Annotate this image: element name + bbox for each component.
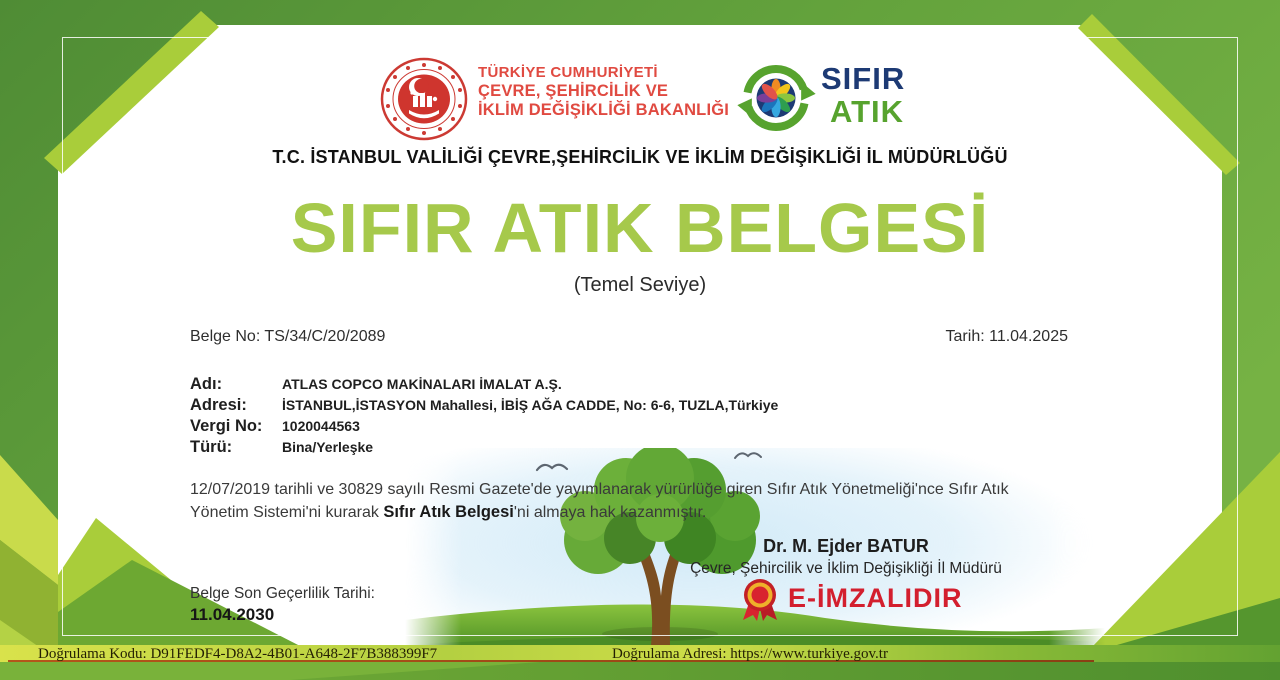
- certificate-title: SIFIR ATIK BELGESİ: [290, 189, 990, 267]
- field-value: 1020044563: [282, 418, 360, 434]
- field-value: ATLAS COPCO MAKİNALARI İMALAT A.Ş.: [282, 376, 562, 392]
- issue-date: Tarih: 11.04.2025: [945, 328, 1068, 345]
- field-label: Adı:: [190, 375, 223, 393]
- certificate-level-subtitle: (Temel Seviye): [573, 274, 707, 296]
- rosette-seal-icon: [736, 576, 784, 624]
- field-label: Türü:: [190, 438, 233, 456]
- field-label: Adresi:: [190, 396, 247, 414]
- sifir-word: SIFIR: [821, 61, 906, 96]
- grant-statement-bold: Sıfır Atık Belgesi: [383, 503, 514, 521]
- ministry-line3: İKLİM DEĞİŞİKLİĞİ BAKANLIĞI: [478, 101, 730, 119]
- atik-word: ATIK: [830, 94, 905, 129]
- field-row-tax-no: [190, 417, 950, 438]
- verification-address: Doğrulama Adresi: https://www.turkiye.gov.tr: [612, 646, 888, 662]
- document-number: Belge No: TS/34/C/20/2089: [190, 328, 386, 345]
- e-signature-label: E-İMZALIDIR: [788, 583, 963, 613]
- expiry-date-value: 11.04.2030: [190, 605, 275, 624]
- expiry-date-label: Belge Son Geçerlilik Tarihi:: [190, 585, 375, 602]
- field-value: İSTANBUL,İSTASYON Mahallesi, İBİŞ AĞA CADDE, No: 6-6, TUZLA,Türkiye: [282, 397, 779, 413]
- verification-code: Doğrulama Kodu: D91FEDF4-D8A2-4B01-A648-2F7B388399F7: [38, 646, 438, 662]
- issuing-authority-heading: T.C. İSTANBUL VALİLİĞİ ÇEVRE,ŞEHİRCİLİK VE İKLİM DEĞİŞİKLİĞİ İL MÜDÜRLÜĞÜ: [272, 147, 1008, 167]
- signature-block: [650, 536, 1042, 578]
- grant-statement: [190, 478, 1052, 524]
- recipient-fields: [190, 375, 950, 459]
- field-row-address: [190, 396, 950, 417]
- ministry-line1: TÜRKİYE CUMHURİYETİ: [478, 64, 658, 81]
- field-label: Vergi No:: [190, 417, 263, 435]
- recycle-flower-emblem-icon: [736, 60, 816, 136]
- ministry-name: [478, 63, 729, 120]
- grant-statement-part2: 'ni almaya hak kazanmıştır.: [513, 504, 707, 521]
- field-value: Bina/Yerleşke: [282, 439, 374, 455]
- signer-title: Çevre, Şehircilik ve İklim Değişikliği İl Müdürü: [690, 560, 1002, 577]
- grant-statement-part1: 12/07/2019 tarihli ve 30829 sayılı Resmi Gazete'de yayımlanarak yürürlüğe giren Sıfır Atık Yönetmeliği'nce Sıfır Atık Yönetim Sistemi'ni kurarak: [190, 481, 1009, 521]
- signer-name: Dr. M. Ejder BATUR: [763, 536, 929, 556]
- field-row-name: [190, 375, 950, 396]
- field-row-type: [190, 438, 950, 459]
- ministry-seal-icon: [378, 56, 470, 142]
- ministry-line2: ÇEVRE, ŞEHİRCİLİK VE: [478, 82, 669, 100]
- sifir-atik-wordmark: [821, 62, 905, 128]
